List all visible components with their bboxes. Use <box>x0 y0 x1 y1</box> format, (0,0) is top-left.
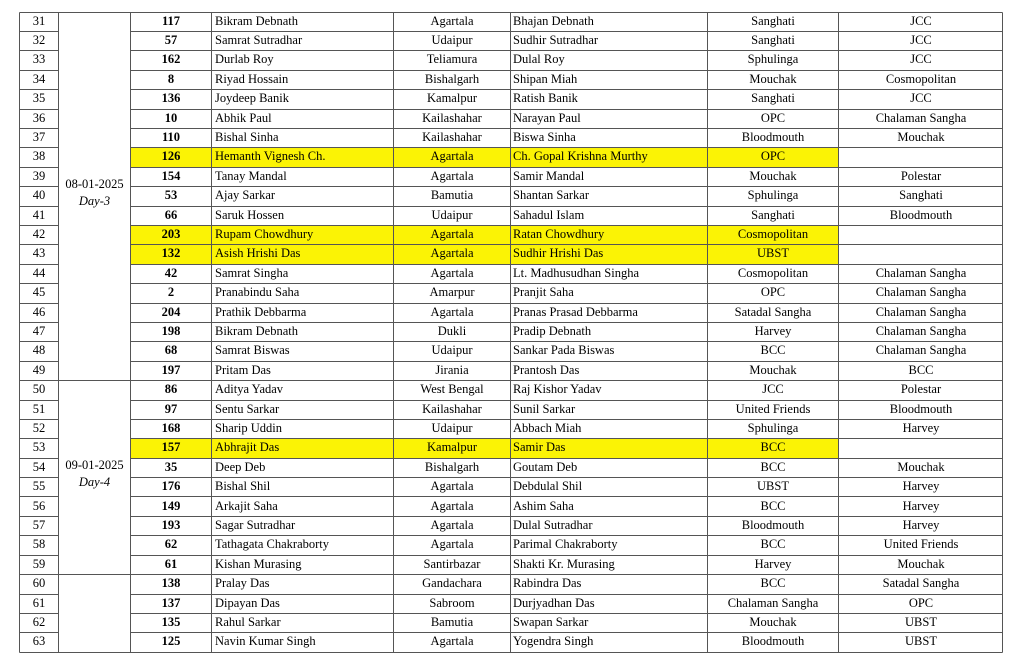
club-to-cell: Chalaman Sangha <box>875 285 967 300</box>
club-from-cell: Mouchak <box>749 362 797 377</box>
player-id-cell: 10 <box>164 110 178 125</box>
player-id-cell: 149 <box>161 498 181 513</box>
serial-number-cell: 46 <box>32 304 46 319</box>
serial-number-cell: 62 <box>32 614 46 629</box>
player-name-cell: Sagar Sutradhar <box>215 517 296 532</box>
father-name-cell: Swapan Sarkar <box>513 614 589 629</box>
club-from-cell: Sanghati <box>751 91 795 106</box>
serial-number-cell: 33 <box>32 52 46 67</box>
player-id-cell: 168 <box>161 420 181 435</box>
father-name-cell: Rabindra Das <box>513 576 582 591</box>
place-cell: Udaipur <box>431 343 473 358</box>
player-id-cell: 97 <box>164 401 178 416</box>
day-text: Day-3 <box>78 193 111 208</box>
club-to-cell: Harvey <box>902 517 940 532</box>
father-name-cell: Yogendra Singh <box>513 634 594 649</box>
player-id-cell: 135 <box>161 614 181 629</box>
player-name-cell: Ajay Sarkar <box>215 188 276 203</box>
father-name-cell: Raj Kishor Yadav <box>513 382 602 397</box>
club-from-cell: Satadal Sangha <box>734 304 812 319</box>
serial-number-cell: 34 <box>32 71 46 86</box>
club-from-cell: Sphulinga <box>747 188 799 203</box>
father-name-cell: Dulal Sutradhar <box>513 517 593 532</box>
player-name-cell: Bikram Debnath <box>215 323 298 338</box>
place-cell: Agartala <box>430 634 474 649</box>
serial-number-cell: 37 <box>32 129 46 144</box>
place-cell: Agartala <box>430 149 474 164</box>
father-name-cell: Bhajan Debnath <box>513 13 594 28</box>
serial-number-cell: 58 <box>32 537 46 552</box>
serial-number-cell: 52 <box>32 420 46 435</box>
club-to-cell: Chalaman Sangha <box>875 323 967 338</box>
place-cell: Kamalpur <box>427 440 477 455</box>
player-name-cell: Sentu Sarkar <box>215 401 280 416</box>
place-cell: Dukli <box>437 323 467 338</box>
club-from-cell: JCC <box>762 382 784 397</box>
serial-number-cell: 36 <box>32 110 46 125</box>
father-name-cell: Pranas Prasad Debbarma <box>513 304 638 319</box>
club-to-cell: JCC <box>910 52 932 67</box>
club-to-cell: Chalaman Sangha <box>875 110 967 125</box>
club-from-cell: BCC <box>760 440 786 455</box>
father-name-cell: Ashim Saha <box>513 498 574 513</box>
place-cell: Agartala <box>430 498 474 513</box>
club-to-cell: OPC <box>908 595 934 610</box>
club-to-cell: Satadal Sangha <box>882 576 960 591</box>
father-name-cell: Shakti Kr. Murasing <box>513 556 615 571</box>
player-name-cell: Samrat Singha <box>215 265 289 280</box>
place-cell: Kailashahar <box>422 401 482 416</box>
club-from-cell: Sphulinga <box>747 420 799 435</box>
club-from-cell: United Friends <box>735 401 811 416</box>
serial-number-cell: 60 <box>32 576 46 591</box>
player-id-cell: 2 <box>167 285 175 300</box>
father-name-cell: Sudhir Hrishi Das <box>513 246 604 261</box>
player-id-cell: 203 <box>161 226 181 241</box>
club-to-cell: Harvey <box>902 420 940 435</box>
serial-number-cell: 45 <box>32 285 46 300</box>
player-id-cell: 66 <box>164 207 178 222</box>
player-id-cell: 86 <box>164 382 178 397</box>
club-from-cell: UBST <box>757 479 789 494</box>
club-from-cell: Sanghati <box>751 32 795 47</box>
club-from-cell: Mouchak <box>749 71 797 86</box>
place-cell: Agartala <box>430 226 474 241</box>
serial-number-cell: 42 <box>32 226 46 241</box>
club-to-cell: Polestar <box>900 168 942 183</box>
serial-number-cell: 41 <box>32 207 46 222</box>
father-name-cell: Goutam Deb <box>513 459 578 474</box>
father-name-cell: Shantan Sarkar <box>513 188 590 203</box>
club-from-cell: BCC <box>760 498 786 513</box>
serial-number-cell: 56 <box>32 498 46 513</box>
serial-number-cell: 47 <box>32 323 46 338</box>
serial-number-cell: 57 <box>32 517 46 532</box>
club-to-cell: Polestar <box>900 382 942 397</box>
player-name-cell: Deep Deb <box>215 459 266 474</box>
player-name-cell: Sharip Uddin <box>215 420 283 435</box>
serial-number-cell: 50 <box>32 382 46 397</box>
club-to-cell: JCC <box>910 91 932 106</box>
player-name-cell: Abhik Paul <box>215 110 272 125</box>
place-cell: Kailashahar <box>422 129 482 144</box>
father-name-cell: Shipan Miah <box>513 71 578 86</box>
place-cell: Kamalpur <box>427 91 477 106</box>
club-to-cell: Mouchak <box>897 129 945 144</box>
father-name-cell: Lt. Madhusudhan Singha <box>513 265 640 280</box>
father-name-cell: Pranjit Saha <box>513 285 574 300</box>
club-from-cell: Mouchak <box>749 614 797 629</box>
club-from-cell: UBST <box>757 246 789 261</box>
club-from-cell: Harvey <box>754 556 792 571</box>
place-cell: Udaipur <box>431 32 473 47</box>
player-name-cell: Tathagata Chakraborty <box>215 537 330 552</box>
club-to-cell: Bloodmouth <box>889 207 953 222</box>
player-id-cell: 126 <box>161 149 181 164</box>
club-from-cell: Harvey <box>754 323 792 338</box>
place-cell: Agartala <box>430 304 474 319</box>
club-from-cell: Sanghati <box>751 13 795 28</box>
club-to-cell: Bloodmouth <box>889 401 953 416</box>
club-from-cell: Bloodmouth <box>741 517 805 532</box>
serial-number-cell: 38 <box>32 149 46 164</box>
serial-number-cell: 39 <box>32 168 46 183</box>
club-to-cell: Mouchak <box>897 459 945 474</box>
player-id-cell: 68 <box>164 343 178 358</box>
player-name-cell: Kishan Murasing <box>215 556 302 571</box>
serial-number-cell: 43 <box>32 246 46 261</box>
player-id-cell: 62 <box>164 537 178 552</box>
place-cell: Kailashahar <box>422 110 482 125</box>
player-name-cell: Pranabindu Saha <box>215 285 300 300</box>
serial-number-cell: 49 <box>32 362 46 377</box>
father-name-cell: Dulal Roy <box>513 52 565 67</box>
player-id-cell: 136 <box>161 91 181 106</box>
club-from-cell: BCC <box>760 459 786 474</box>
place-cell: Santirbazar <box>423 556 481 571</box>
club-from-cell: Sanghati <box>751 207 795 222</box>
serial-number-cell: 59 <box>32 556 46 571</box>
serial-number-cell: 48 <box>32 343 46 358</box>
club-to-cell: Sanghati <box>899 188 943 203</box>
club-from-cell: BCC <box>760 537 786 552</box>
place-cell: Bishalgarh <box>424 71 480 86</box>
player-name-cell: Tanay Mandal <box>215 168 287 183</box>
father-name-cell: Debdulal Shil <box>513 479 583 494</box>
place-cell: Gandachara <box>422 576 482 591</box>
player-id-cell: 35 <box>164 459 178 474</box>
player-name-cell: Bishal Shil <box>215 479 271 494</box>
father-name-cell: Samir Das <box>513 440 566 455</box>
player-id-cell: 204 <box>161 304 181 319</box>
father-name-cell: Sunil Sarkar <box>513 401 576 416</box>
club-from-cell: Cosmopolitan <box>737 226 809 241</box>
place-cell: Udaipur <box>431 420 473 435</box>
player-name-cell: Arkajit Saha <box>215 498 278 513</box>
player-name-cell: Rahul Sarkar <box>215 614 281 629</box>
player-name-cell: Navin Kumar Singh <box>215 634 316 649</box>
place-cell: Agartala <box>430 246 474 261</box>
place-cell: Teliamura <box>426 52 478 67</box>
father-name-cell: Narayan Paul <box>513 110 581 125</box>
player-id-cell: 193 <box>161 517 181 532</box>
player-id-cell: 154 <box>161 168 181 183</box>
club-to-cell: Chalaman Sangha <box>875 265 967 280</box>
serial-number-cell: 44 <box>32 265 46 280</box>
player-name-cell: Joydeep Banik <box>215 91 289 106</box>
club-from-cell: BCC <box>760 576 786 591</box>
player-name-cell: Abhrajit Das <box>215 440 280 455</box>
player-name-cell: Samrat Sutradhar <box>215 32 303 47</box>
club-to-cell: Chalaman Sangha <box>875 343 967 358</box>
player-name-cell: Bikram Debnath <box>215 13 298 28</box>
place-cell: Agartala <box>430 537 474 552</box>
club-to-cell: Cosmopolitan <box>885 71 957 86</box>
father-name-cell: Sahadul Islam <box>513 207 585 222</box>
player-name-cell: Pritam Das <box>215 362 271 377</box>
club-to-cell: Harvey <box>902 479 940 494</box>
club-from-cell: Bloodmouth <box>741 129 805 144</box>
serial-number-cell: 54 <box>32 459 46 474</box>
club-to-cell: United Friends <box>883 537 959 552</box>
father-name-cell: Samir Mandal <box>513 168 585 183</box>
player-name-cell: Dipayan Das <box>215 595 280 610</box>
club-from-cell: Chalaman Sangha <box>727 595 819 610</box>
place-cell: Agartala <box>430 479 474 494</box>
club-from-cell: OPC <box>760 110 786 125</box>
player-name-cell: Pralay Das <box>215 576 270 591</box>
player-id-cell: 125 <box>161 634 181 649</box>
place-cell: West Bengal <box>420 382 484 397</box>
club-to-cell: BCC <box>908 362 934 377</box>
player-id-cell: 157 <box>161 440 181 455</box>
serial-number-cell: 55 <box>32 479 46 494</box>
player-id-cell: 8 <box>167 71 175 86</box>
club-from-cell: Sphulinga <box>747 52 799 67</box>
club-from-cell: OPC <box>760 149 786 164</box>
club-to-cell: Harvey <box>902 498 940 513</box>
father-name-cell: Parimal Chakraborty <box>513 537 618 552</box>
place-cell: Bamutia <box>430 188 474 203</box>
club-from-cell: Bloodmouth <box>741 634 805 649</box>
player-name-cell: Hemanth Vignesh Ch. <box>215 149 326 164</box>
player-name-cell: Samrat Biswas <box>215 343 290 358</box>
player-id-cell: 162 <box>161 52 181 67</box>
father-name-cell: Biswa Sinha <box>513 129 576 144</box>
player-name-cell: Bishal Sinha <box>215 129 279 144</box>
father-name-cell: Abbach Miah <box>513 420 582 435</box>
serial-number-cell: 32 <box>32 32 46 47</box>
player-id-cell: 110 <box>161 129 181 144</box>
serial-number-cell: 61 <box>32 595 46 610</box>
player-id-cell: 61 <box>164 556 178 571</box>
player-id-cell: 117 <box>161 13 181 28</box>
club-from-cell: OPC <box>760 285 786 300</box>
father-name-cell: Ratan Chowdhury <box>513 226 605 241</box>
place-cell: Jirania <box>435 362 469 377</box>
club-to-cell: UBST <box>905 634 937 649</box>
place-cell: Agartala <box>430 13 474 28</box>
player-name-cell: Prathik Debbarma <box>215 304 307 319</box>
serial-number-cell: 35 <box>32 91 46 106</box>
father-name-cell: Ch. Gopal Krishna Murthy <box>513 149 648 164</box>
serial-number-cell: 63 <box>32 634 46 649</box>
serial-number-cell: 31 <box>32 13 46 28</box>
father-name-cell: Sudhir Sutradhar <box>513 32 599 47</box>
place-cell: Agartala <box>430 168 474 183</box>
place-cell: Bamutia <box>430 614 474 629</box>
place-cell: Bishalgarh <box>424 459 480 474</box>
player-name-cell: Rupam Chowdhury <box>215 226 314 241</box>
club-to-cell: Chalaman Sangha <box>875 304 967 319</box>
club-to-cell: JCC <box>910 13 932 28</box>
player-name-cell: Asish Hrishi Das <box>215 246 301 261</box>
player-id-cell: 42 <box>164 265 178 280</box>
serial-number-cell: 40 <box>32 188 46 203</box>
player-id-cell: 138 <box>161 576 181 591</box>
player-id-cell: 198 <box>161 323 181 338</box>
club-to-cell: Mouchak <box>897 556 945 571</box>
father-name-cell: Prantosh Das <box>513 362 580 377</box>
place-cell: Sabroom <box>429 595 475 610</box>
place-cell: Agartala <box>430 265 474 280</box>
player-id-cell: 53 <box>164 188 178 203</box>
player-id-cell: 176 <box>161 479 181 494</box>
place-cell: Agartala <box>430 517 474 532</box>
father-name-cell: Pradip Debnath <box>513 323 592 338</box>
player-id-cell: 197 <box>161 362 181 377</box>
father-name-cell: Ratish Banik <box>513 91 578 106</box>
date-text: 09-01-2025 <box>65 458 124 473</box>
player-name-cell: Aditya Yadav <box>215 382 284 397</box>
player-id-cell: 132 <box>161 246 181 261</box>
club-from-cell: Cosmopolitan <box>737 265 809 280</box>
club-to-cell: JCC <box>910 32 932 47</box>
player-name-cell: Durlab Roy <box>215 52 274 67</box>
player-id-cell: 57 <box>164 32 178 47</box>
club-from-cell: BCC <box>760 343 786 358</box>
player-name-cell: Saruk Hossen <box>215 207 285 222</box>
day-text: Day-4 <box>78 475 111 490</box>
player-name-cell: Riyad Hossain <box>215 71 289 86</box>
club-from-cell: Mouchak <box>749 168 797 183</box>
date-text: 08-01-2025 <box>65 176 124 191</box>
place-cell: Amarpur <box>429 285 475 300</box>
club-to-cell: UBST <box>905 614 937 629</box>
player-id-cell: 137 <box>161 595 181 610</box>
father-name-cell: Durjyadhan Das <box>513 595 595 610</box>
serial-number-cell: 53 <box>32 440 46 455</box>
serial-number-cell: 51 <box>32 401 46 416</box>
place-cell: Udaipur <box>431 207 473 222</box>
father-name-cell: Sankar Pada Biswas <box>513 343 615 358</box>
